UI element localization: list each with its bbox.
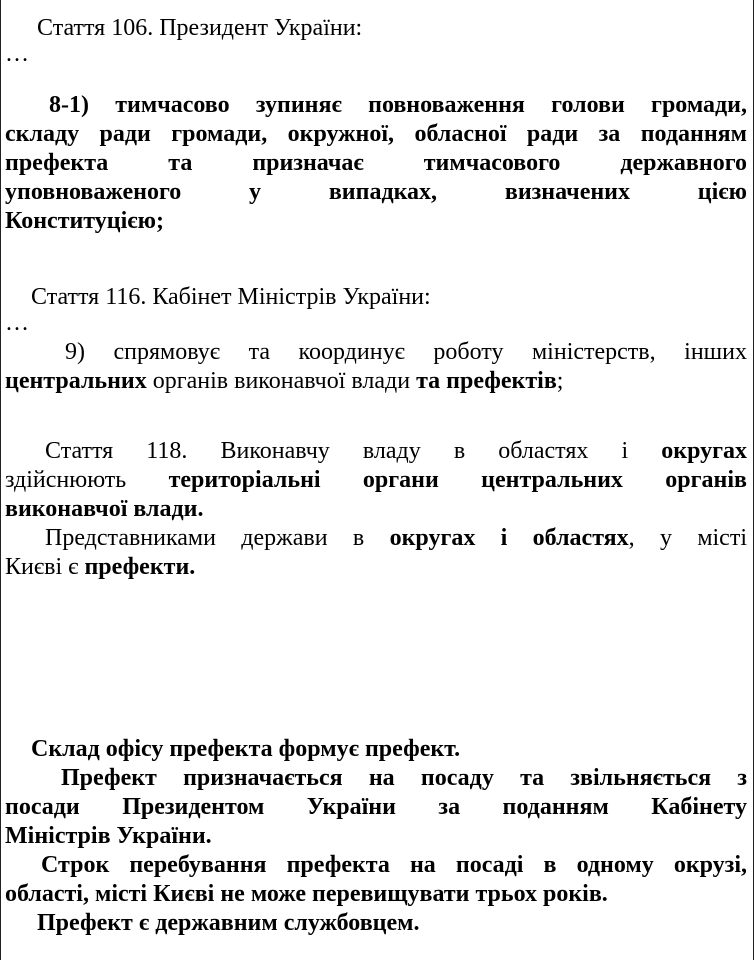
article-118-line-1 bbox=[5, 437, 747, 466]
text: Стаття 118. Виконавчу владу в областях і bbox=[45, 438, 662, 464]
article-106-point-8-1-line-5: Конституцією; bbox=[5, 208, 164, 234]
article-116-title: Стаття 116. Кабінет Міністрів України: bbox=[31, 284, 431, 310]
text: органів виконавчої влади bbox=[146, 368, 417, 394]
prefect-term-line-1: Строк перебування префекта на посаді в одному окрузі, bbox=[41, 852, 747, 878]
article-106-point-8-1-line-2: складу ради громади, окружної, обласної ради за поданням bbox=[5, 121, 747, 147]
bold-text: територіальні органи центральних органів bbox=[168, 467, 747, 493]
article-116 bbox=[5, 283, 747, 396]
article-118 bbox=[5, 437, 747, 582]
text: , у місті bbox=[628, 525, 747, 551]
prefect-section bbox=[5, 735, 747, 938]
article-118-line-5 bbox=[5, 553, 747, 582]
bold-text: префекти. bbox=[84, 554, 196, 580]
bold-text: округах і областях bbox=[389, 525, 629, 551]
article-116-point-9-line-1: 9) спрямовує та координує роботу міністерств, інших bbox=[65, 339, 747, 365]
article-106-point-8-1-line-4: уповноваженого у випадках, визначених цією bbox=[5, 179, 747, 205]
article-118-line-2 bbox=[5, 466, 747, 495]
ellipsis: … bbox=[5, 41, 29, 67]
article-106 bbox=[5, 14, 747, 236]
text: здійснюють bbox=[5, 467, 169, 493]
article-106-point-8-1-line-1: 8-1) тимчасово зупиняє повноваження голови громади, bbox=[49, 92, 747, 118]
prefect-appointment-line-3: Міністрів України. bbox=[5, 823, 212, 849]
prefect-appointment-line-2: посади Президентом України за поданням Кабінету bbox=[5, 794, 747, 820]
bold-text: округах bbox=[661, 438, 747, 464]
bold-text: центральних bbox=[5, 368, 147, 394]
article-118-line-3: виконавчої влади. bbox=[5, 496, 204, 522]
text: Києві є bbox=[5, 554, 85, 580]
article-106-point-8-1-line-3: префекта та призначає тимчасового державного bbox=[5, 150, 747, 176]
article-116-point-9-line-2 bbox=[5, 367, 747, 396]
text: Представниками держави в bbox=[45, 525, 390, 551]
bold-text: та префектів bbox=[416, 368, 557, 394]
prefect-appointment-line-1: Префект призначається на посаду та звільняється з bbox=[61, 765, 747, 791]
prefect-office-line: Склад офісу префекта формує префект. bbox=[31, 736, 461, 762]
article-106-title: Стаття 106. Президент України: bbox=[37, 15, 363, 41]
prefect-term-line-2: області, місті Києві не може перевищувати трьох років. bbox=[5, 881, 608, 907]
text: ; bbox=[556, 368, 564, 394]
prefect-status-line: Префект є державним службовцем. bbox=[37, 910, 420, 936]
article-118-line-4 bbox=[5, 524, 747, 553]
ellipsis: … bbox=[5, 310, 29, 336]
